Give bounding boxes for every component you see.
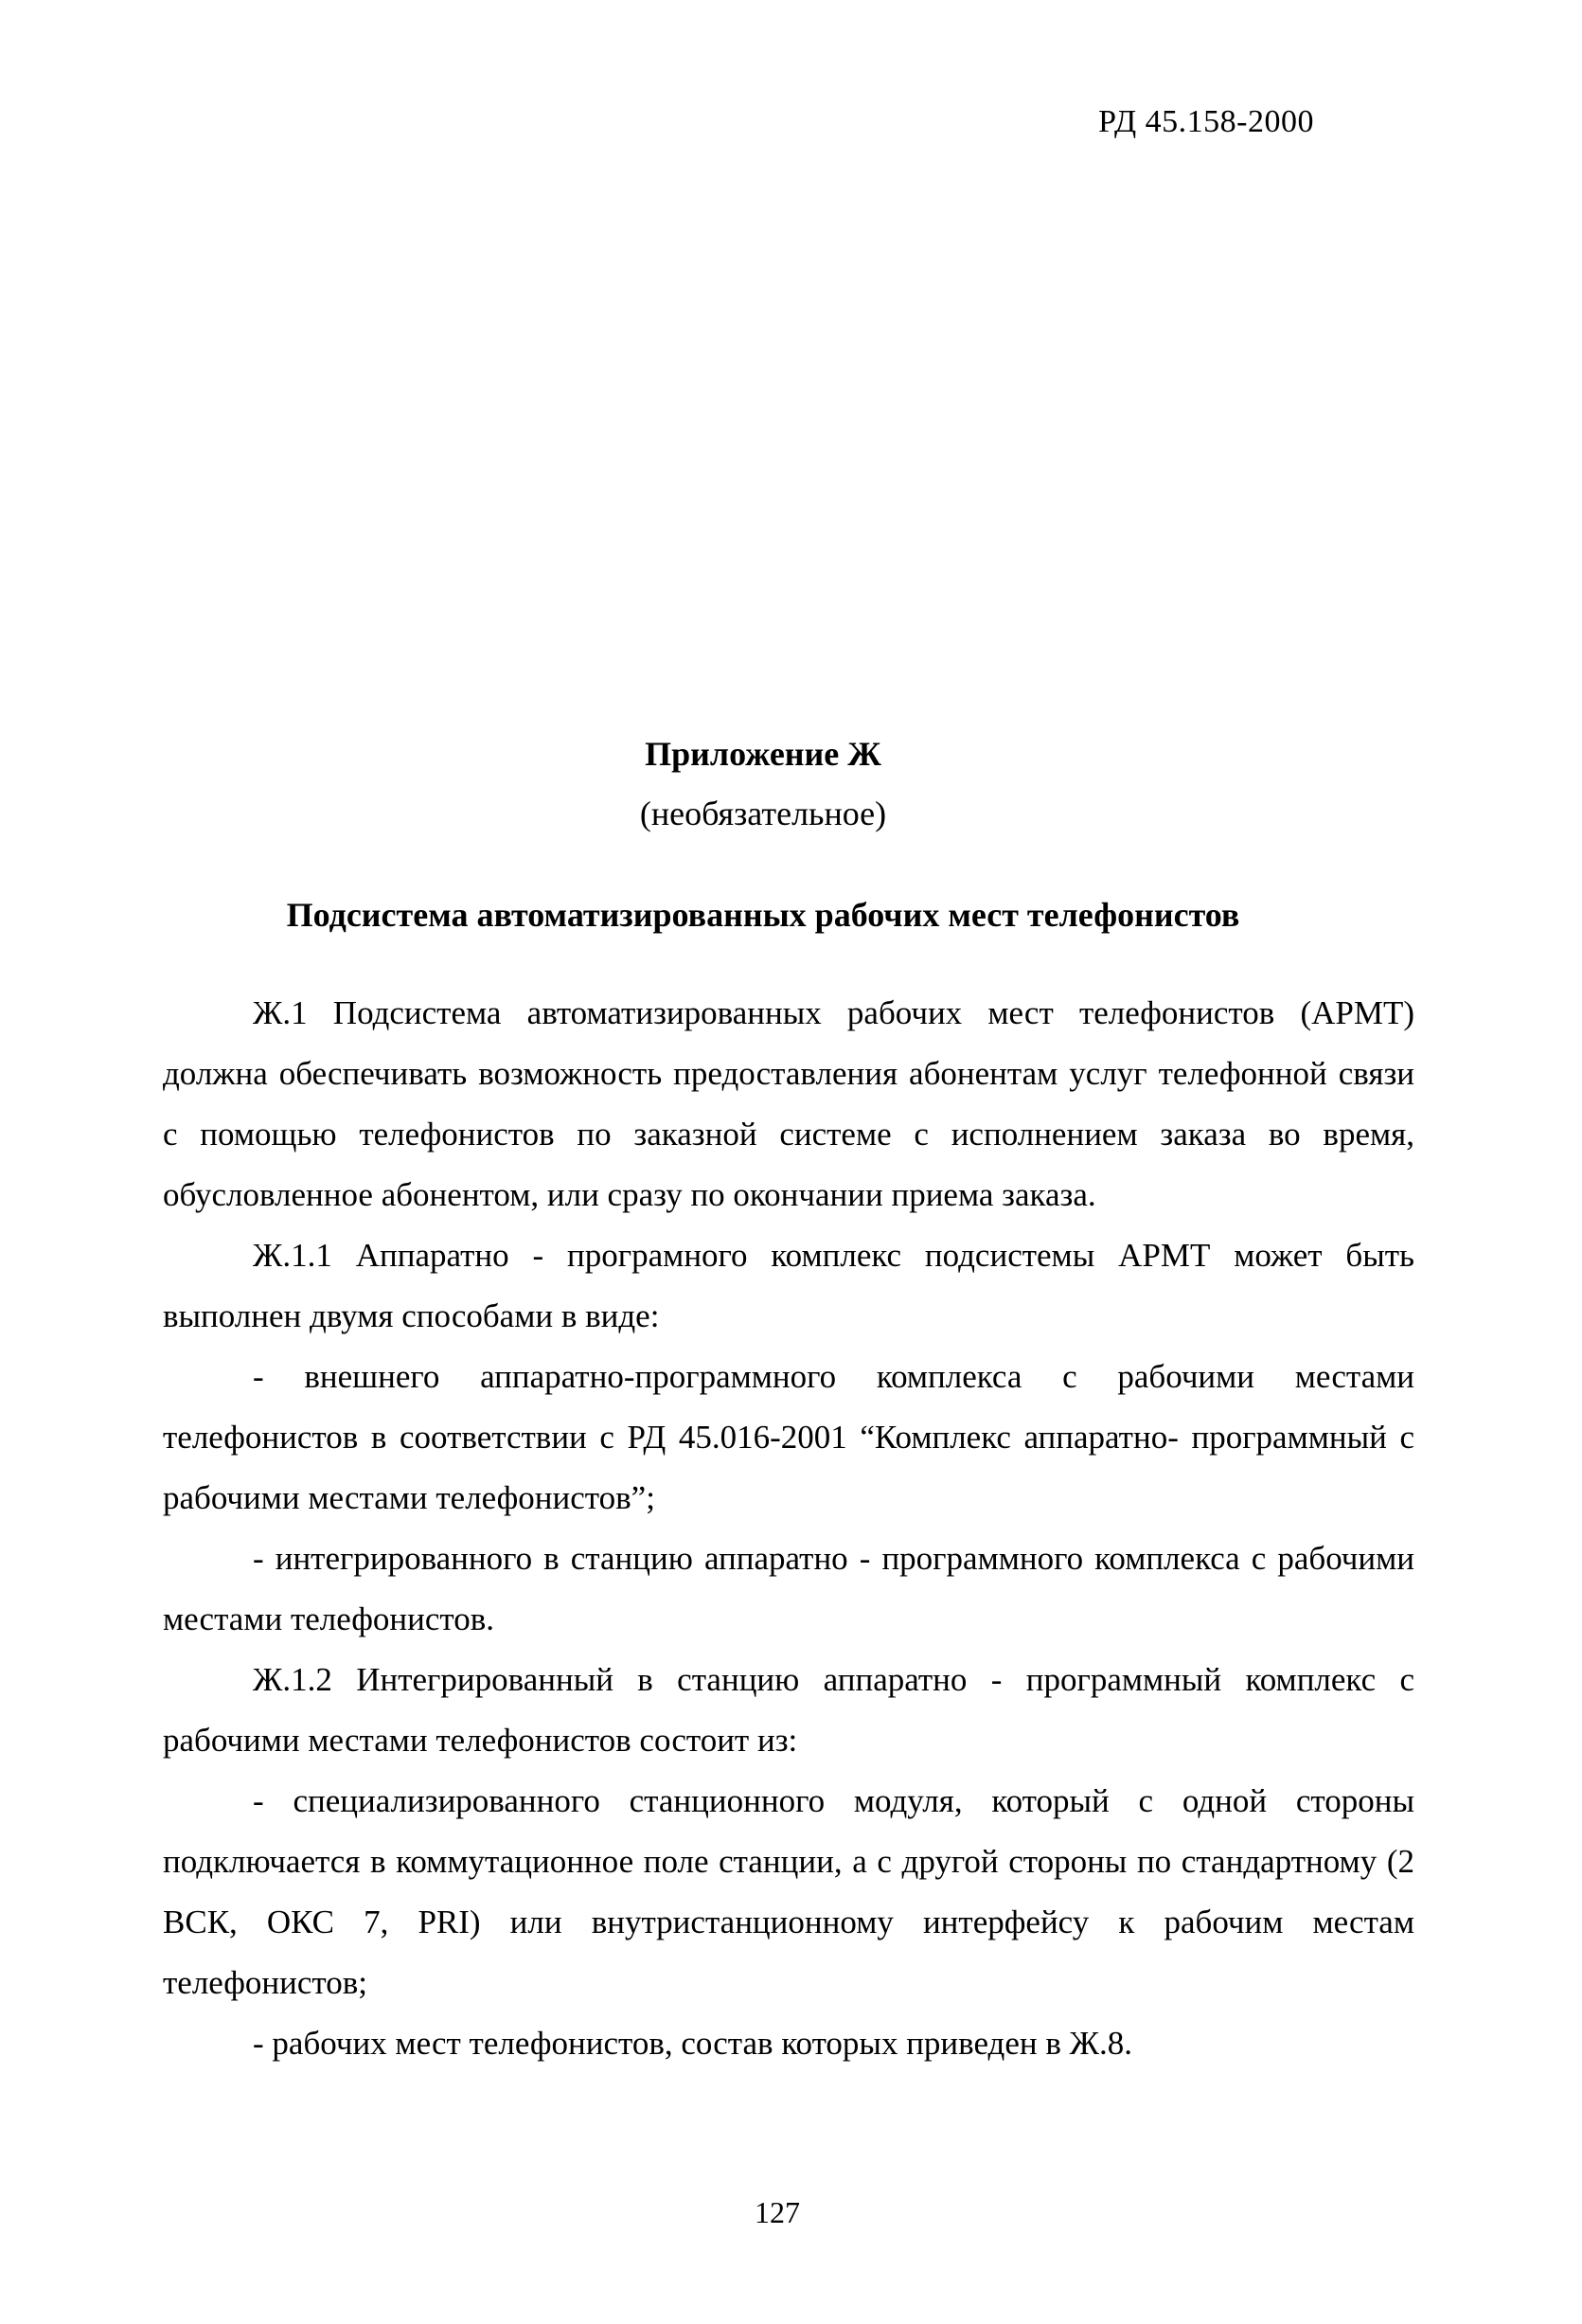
appendix-note: (необязательное) [639, 795, 887, 832]
list-item-station-module: - специализированного станционного модуля, который с одной стороны подключается в коммутационное поле станции, а с другой стороны по стандартному (2 ВСК, ОКС 7, PRI) или внутристанционному интерфейсу к рабочим местам телефонистов; [163, 1782, 1414, 2001]
list-item-external-complex: - внешнего аппаратно-программного комплекса с рабочими местами телефонистов в соответствии с РД 45.016-2001 “Комплекс аппаратно- программный с рабочими местами телефонистов”; [163, 1358, 1414, 1516]
paragraph-zh1-1: Ж.1.1 Аппаратно - програмного комплекс подсистемы АРМТ может быть выполнен двумя способами в виде: [163, 1237, 1414, 1334]
paragraph-zh1-2: Ж.1.2 Интегрированный в станцию аппаратно - программный комплекс с рабочими местами телефонистов состоит из: [163, 1661, 1414, 1759]
section-heading: Подсистема автоматизированных рабочих мест телефонистов [286, 896, 1240, 934]
body-text [163, 983, 1414, 2074]
document-code: РД 45.158-2000 [1098, 104, 1314, 139]
appendix-title: Приложение Ж [645, 735, 881, 773]
paragraph-zh1: Ж.1 Подсистема автоматизированных рабочих мест телефонистов (АРМТ) должна обеспечивать возможность предоставления абонентам услуг телефонной связи с помощью телефонистов по заказной системе с исполнением заказа во время, обусловленное абонентом, или сразу по окончании приема заказа. [163, 994, 1414, 1213]
page-number: 127 [755, 2195, 800, 2229]
list-item-integrated-complex: - интегрированного в станцию аппаратно - программного комплекса с рабочими местами телефонистов. [163, 1540, 1414, 1637]
list-item-operator-workplaces: - рабочих мест телефонистов, состав которых приведен в Ж.8. [253, 2025, 1133, 2062]
